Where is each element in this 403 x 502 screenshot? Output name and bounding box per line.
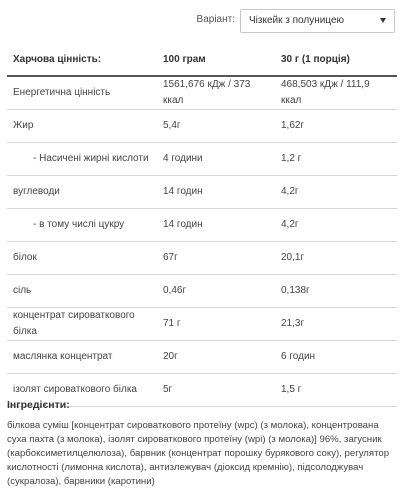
per-serving-value: 20,1г [275,241,397,274]
per-100g-value: 67г [157,241,275,274]
header-per-serving: 30 г (1 порція) [275,46,397,76]
per-serving-value: 1,62г [275,109,397,142]
nutrient-name: білок [7,241,157,274]
nutrient-name: - в тому числі цукру [7,208,157,241]
header-nutrition-value: Харчова цінність: [7,46,157,76]
per-100g-value: 14 годин [157,208,275,241]
header-per-100g: 100 грам [157,46,275,76]
table-row [7,175,397,208]
ingredients-text: білкова суміш [концентрат сироваткового протеїну (wpc) (з молока), концентрована суха пахта (з молока), ізолят сироваткового протеїну (wpi) (з молока)] 96%, загусник (карбоксиметилцелюлоза), барвник (концентрат порошку бурякового соку), регулятор кислотності (лимонна кислота), антизлежувач (діоксид кремнію), підсолоджувач (сукралоза), барвники (каротини) [7,420,390,487]
table-row [7,241,397,274]
per-100g-value: 14 годин [157,175,275,208]
table-row [7,208,397,241]
per-serving-value: 468,503 кДж / 111,9 ккал [275,76,397,109]
per-100g-value: 5,4г [157,109,275,142]
ingredients-title: Інгредієнти: [7,399,70,411]
per-serving-value: 6 годин [275,340,397,373]
table-row [7,307,397,340]
per-serving-value: 0,138г [275,274,397,307]
nutrient-name: - Насичені жирні кислоти [7,142,157,175]
table-row [7,76,397,109]
nutrition-table-header [7,46,397,76]
per-serving-value: 21,3г [275,307,397,340]
variant-selector-row [0,9,403,33]
table-row [7,142,397,175]
chevron-down-icon [380,18,386,23]
nutrient-name: концентрат сироваткового білка [7,307,157,340]
table-row [7,340,397,373]
variant-label: Варіант: [196,14,235,25]
per-serving-value: 1,2 г [275,142,397,175]
nutrient-name: Енергетична цінність [7,76,157,109]
table-row [7,274,397,307]
per-100g-value: 0,46г [157,274,275,307]
nutrient-name: ізолят сироваткового білка [7,373,157,406]
nutrient-name: Жир [7,109,157,142]
nutrition-table-body [7,76,397,406]
per-100g-value: 71 г [157,307,275,340]
per-100g-value: 4 години [157,142,275,175]
per-100g-value: 1561,676 кДж / 373 ккал [157,76,275,109]
per-serving-value: 4,2г [275,208,397,241]
table-row [7,109,397,142]
per-100g-value: 5г [157,373,275,406]
nutrient-name: вуглеводи [7,175,157,208]
variant-selected-value: Чізкейк з полуницею [249,15,344,26]
per-serving-value: 4,2г [275,175,397,208]
variant-dropdown[interactable] [240,9,395,33]
nutrient-name: маслянка концентрат [7,340,157,373]
nutrient-name: сіль [7,274,157,307]
per-100g-value: 20г [157,340,275,373]
per-serving-value: 1,5 г [275,373,397,406]
nutrition-table [7,46,397,407]
